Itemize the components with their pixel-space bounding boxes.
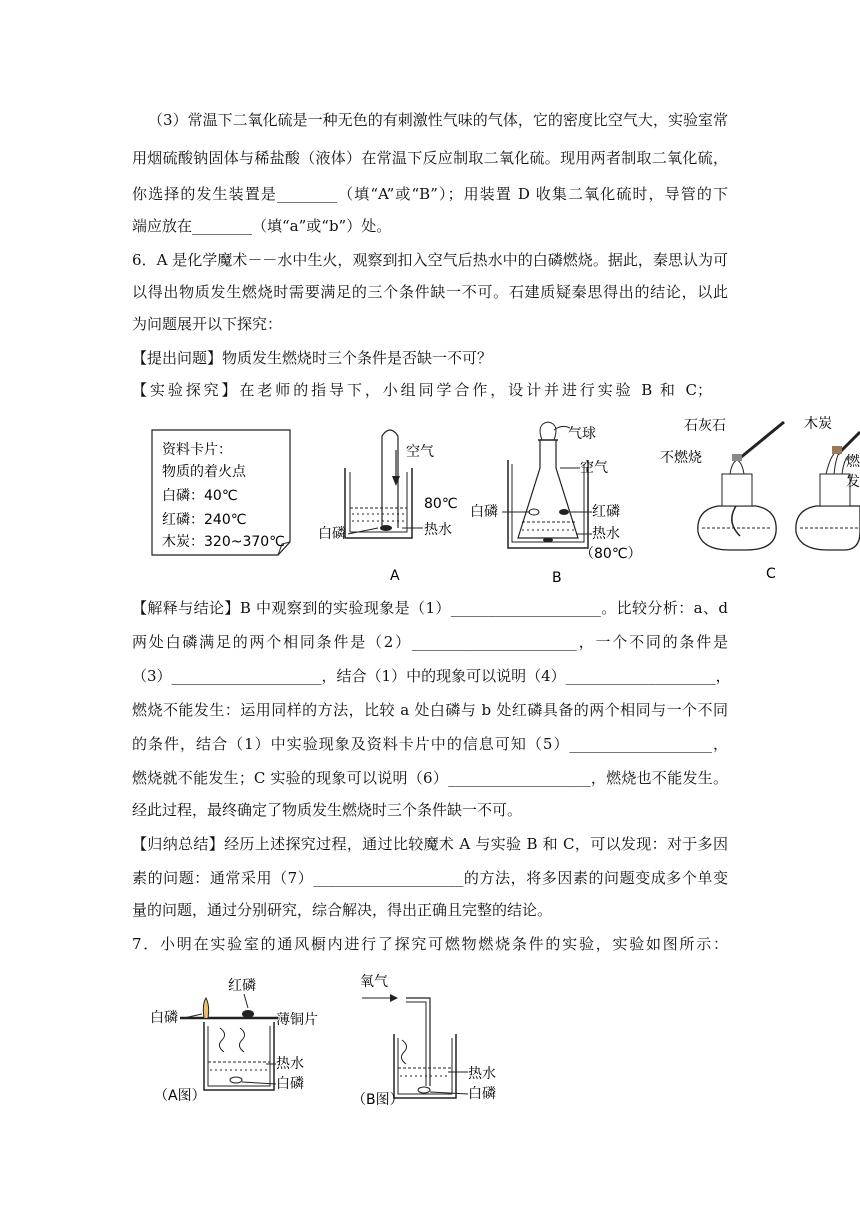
q6-line-3: 为问题展开以下探究：	[132, 315, 283, 333]
c-noburn-label: 不燃烧	[660, 450, 702, 466]
apparatus-a	[318, 430, 458, 584]
q6-explain-7: 经此过程，最终确定了物质发生燃烧时三个条件缺一不可。	[132, 801, 523, 819]
a-wp-label: 白磷	[318, 526, 346, 542]
q6-explain-6: 燃烧就不能发生；C 实验的现象可以说明（6）___________________，燃烧也不能发生。	[132, 769, 728, 787]
q6-summary-2: 素的问题：通常采用（7）____________________的方法，将多因素的问题变成多个单变	[132, 869, 728, 887]
b-temp-label: （80℃）	[580, 546, 642, 562]
a-temp-label: 80℃	[424, 496, 458, 512]
q6-explain-3: （3）____________________，结合（1）中的现象可以说明（4）____________________，	[132, 667, 731, 685]
q6-line-2: 以得出物质发生燃烧时需要满足的三个条件缺一不可。石建质疑秦思得出的结论，以此	[132, 283, 728, 301]
f2-a-wp-label: 白磷	[276, 1076, 304, 1092]
f2-b-water-label: 热水	[468, 1066, 496, 1082]
a-air-label: 空气	[406, 444, 434, 460]
figure-2-b	[352, 974, 496, 1108]
apparatus-c	[660, 415, 860, 582]
f2-a-water-label: 热水	[276, 1056, 304, 1072]
q6-experiment: 【实验探究】在老师的指导下，小组同学合作，设计并进行实验 B 和 C；	[132, 381, 712, 399]
a-water-label: 热水	[424, 522, 452, 538]
b-air-label: 空气	[580, 460, 608, 476]
card-title: 资料卡片：	[162, 442, 232, 458]
f2-a-rp-label: 红磷	[228, 978, 256, 994]
q6-line-1: 6．A 是化学魔术－－水中生火，观察到扣入空气后热水中的白磷燃烧。据此，秦思认为可	[132, 251, 728, 269]
data-card	[152, 430, 290, 555]
card-charcoal: 木炭：320~370℃	[162, 534, 285, 550]
f2-b-wp-label: 白磷	[468, 1086, 496, 1102]
b-water-label: 热水	[592, 526, 620, 542]
q6-explain-4: 燃烧不能发生：运用同样的方法，比较 a 处白磷与 b 处红磷具备的两个相同与一个不同	[132, 701, 728, 719]
c-burn-label-1: 燃	[846, 454, 860, 470]
figure-2-a	[150, 977, 318, 1104]
f2-b-label: （B图）	[352, 1092, 404, 1108]
f2-b-oxygen-label: 氧气	[360, 974, 388, 990]
b-balloon-label: 气球	[568, 426, 596, 442]
card-white-p: 白磷：40℃	[162, 488, 238, 504]
q6-summary-1: 【归纳总结】经历上述探究过程，通过比较魔术 A 与实验 B 和 C，可以发现：对于多因	[132, 835, 728, 853]
q6-explain-2: 两处白磷满足的两个相同条件是（2）______________________，一个不同的条件是	[132, 633, 728, 651]
figure-2-experiments	[140, 968, 540, 1118]
q6-summary-3: 量的问题，通过分别研究，综合解决，得出正确且完整的结论。	[132, 901, 553, 919]
c-burn-label-2: 发	[846, 474, 860, 490]
q6-explain-5: 的条件，结合（1）中实验现象及资料卡片中的信息可知（5）___________________，	[132, 735, 728, 753]
c-limestone-label: 石灰石	[684, 418, 726, 434]
card-red-p: 红磷：240℃	[162, 512, 247, 528]
figure-1-experiments	[140, 410, 860, 590]
q5-3-line-2: 用烟硫酸钠固体与稀盐酸（液体）在常温下反应制取二氧化硫。现用两者制取二氧化硫，	[132, 149, 728, 167]
a-label: A	[390, 568, 400, 584]
c-charcoal-label: 木炭	[804, 416, 832, 432]
card-subtitle: 物质的着火点	[162, 464, 246, 480]
f2-a-label: （A图）	[154, 1088, 206, 1104]
q6-question: 【提出问题】物质发生燃烧时三个条件是否缺一不可？	[132, 349, 493, 367]
q5-3-line-1: （3）常温下二氧化硫是一种无色的有刺激性气味的气体，它的密度比空气大，实验室常	[148, 111, 728, 129]
b-wp-label: 白磷	[470, 504, 498, 520]
f2-a-wp-top-label: 白磷	[150, 1010, 178, 1026]
f2-a-copper-label: 薄铜片	[276, 1012, 318, 1028]
q5-3-line-3: 你选择的发生装置是________（填“A”或“B”）；用装置 D 收集二氧化硫时，导管的下	[132, 185, 728, 203]
b-label: B	[552, 570, 562, 586]
b-rp-label: 红磷	[592, 504, 620, 520]
apparatus-b	[470, 422, 642, 586]
q5-3-line-4: 端应放在________（填“a”或“b”）处。	[132, 217, 392, 235]
c-label: C	[766, 566, 776, 582]
q7-line: 7．小明在实验室的通风橱内进行了探究可燃物燃烧条件的实验，实验如图所示：	[132, 935, 728, 953]
q6-explain-1: 【解释与结论】B 中观察到的实验现象是（1）____________________。比较分析：a、d	[132, 599, 728, 617]
